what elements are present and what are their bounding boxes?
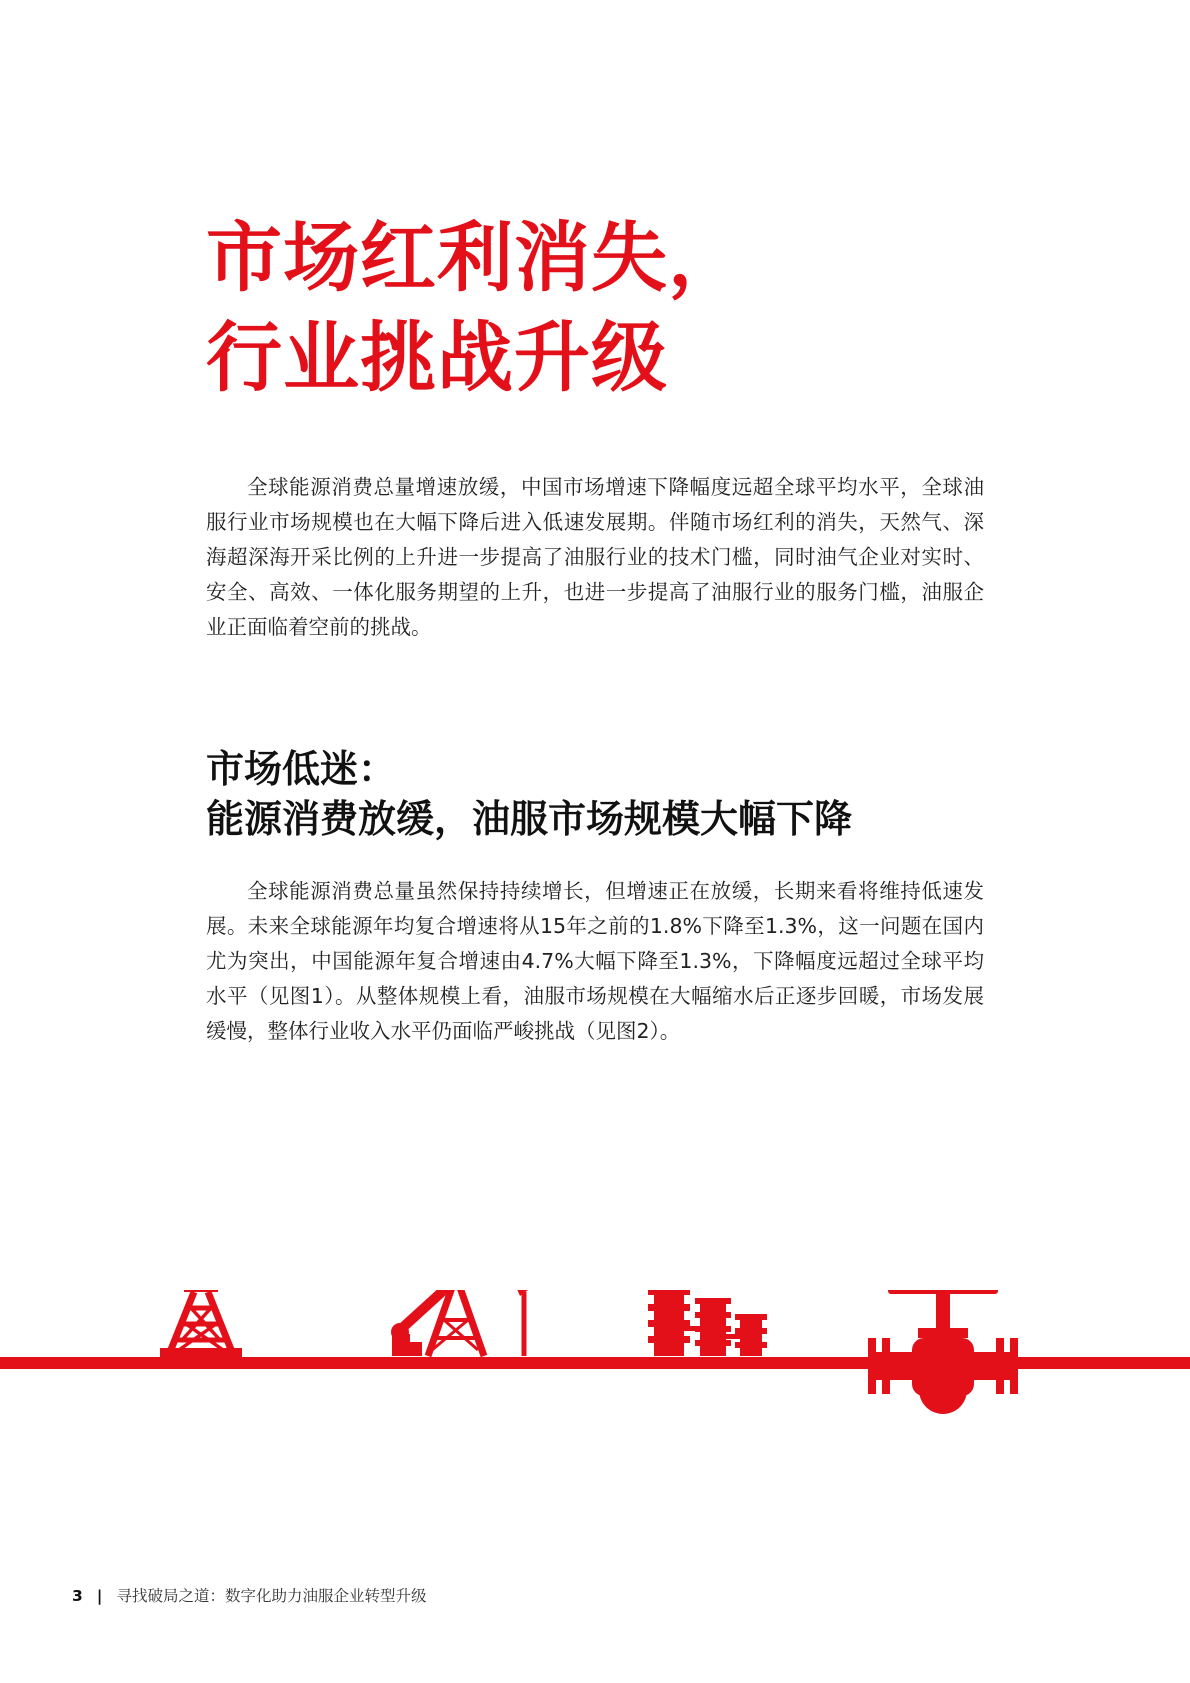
footer-separator: | [96, 1587, 103, 1605]
pipeline-valve-icon [868, 1290, 1018, 1414]
pumpjack-icon [391, 1290, 528, 1356]
footer-doc-title: 寻找破局之道：数字化助力油服企业转型升级 [116, 1587, 427, 1605]
intro-paragraph: 全球能源消费总量增速放缓，中国市场增速下降幅度远超全球平均水平，全球油服行业市场规模也在大幅下降后进入低速发展期。伴随市场红利的消失，天然气、深海超深海开采比例的上升进一步提高了油服行业的技术门槛，同时油气企业对实时、安全、高效、一体化服务期望的上升，也进一步提高了油服行业的服务门槛，油服企业正面临着空前的挑战。 [206, 475, 984, 639]
page-title-line-2: 行业挑战升级 [206, 313, 668, 402]
oil-industry-illustration [0, 1290, 1190, 1500]
section-paragraph: 全球能源消费总量虽然保持持续增长，但增速正在放缓，长期来看将维持低速发展。未来全球能源年均复合增速将从15年之前的1.8%下降至1.3%，这一问题在国内尤为突出，中国能源年复合增速由4.7%大幅下降至1.3%，下降幅度远超过全球平均水平（见图1）。从整体规模上看，油服市场规模在大幅缩水后正逐步回暖，市场发展缓慢，整体行业收入水平仍面临严峻挑战（见图2）。 [206, 879, 984, 1043]
section-heading [206, 744, 852, 844]
section-heading-line-1: 市场低迷： [206, 747, 397, 791]
page-number: 3 [72, 1587, 83, 1605]
page-footer [72, 1586, 426, 1606]
oil-gusher-derrick-icon [158, 1290, 244, 1357]
page-title [206, 208, 745, 408]
refinery-towers-icon [648, 1290, 767, 1356]
page-title-line-1: 市场红利消失， [206, 213, 745, 302]
section-heading-line-2: 能源消费放缓，油服市场规模大幅下降 [206, 797, 853, 841]
